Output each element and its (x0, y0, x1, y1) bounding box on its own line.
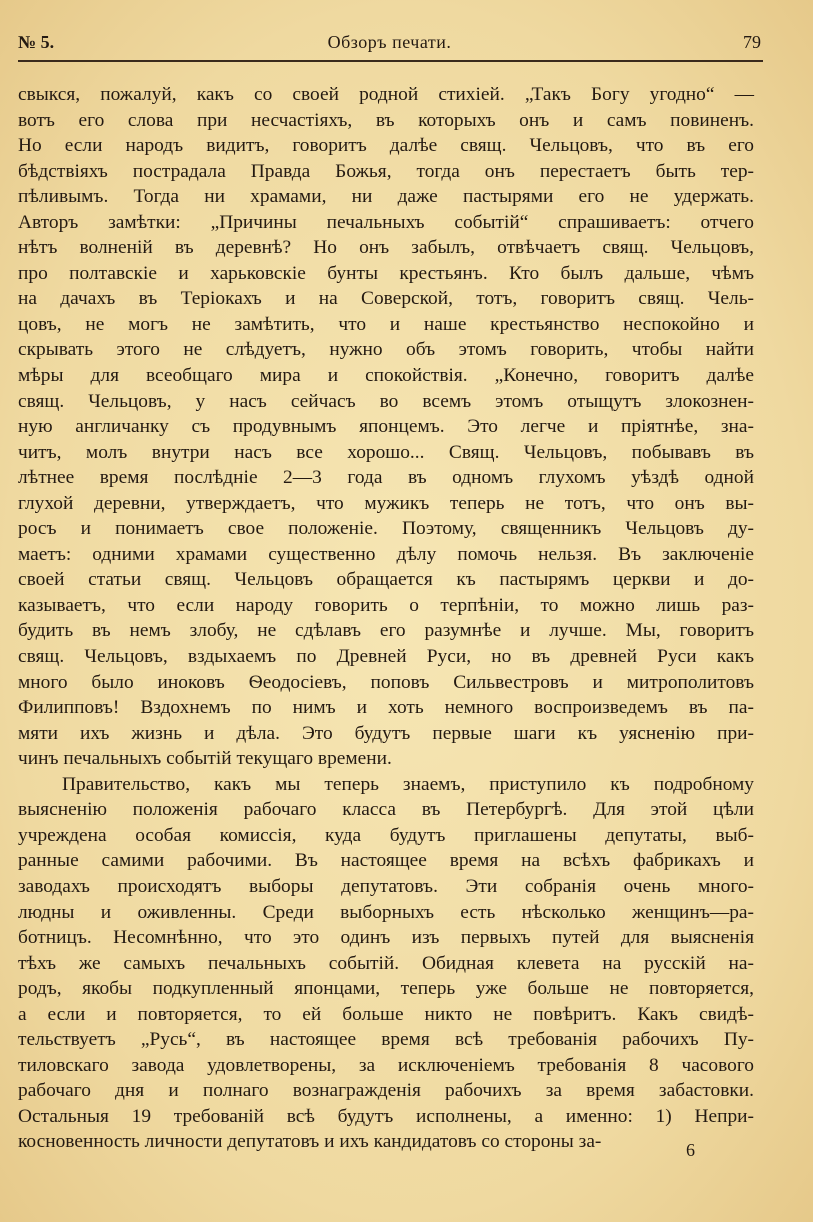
text-line: росъ и понимаетъ свое положеніе. Поэтому, священникъ Чельцовъ ду- (18, 518, 754, 540)
text-line: мѣры для всеобщаго мира и спокойствія. „Конечно, говоритъ далѣе (18, 365, 754, 387)
text-line: косновенность личности депутатовъ и ихъ кандидатовъ со стороны за- (18, 1131, 602, 1153)
text-line: пѣливымъ. Тогда ни храмами, ни даже пастырями его не удержать. (18, 186, 754, 208)
text-line: ную англичанку съ продувнымъ японцемъ. Это легче и пріятнѣе, зна- (18, 416, 754, 438)
article-body (18, 82, 754, 1155)
text-line: учреждена особая комиссія, куда будутъ приглашены депутаты, выб- (18, 824, 754, 846)
text-line: ботницъ. Несомнѣнно, что это одинъ изъ первыхъ путей для выясненія (18, 927, 754, 949)
text-line: нѣтъ волненій въ деревнѣ? Но онъ забылъ, отвѣчаетъ свящ. Чельцовъ, (18, 237, 754, 259)
signature-mark: 6 (686, 1140, 695, 1160)
text-line: скрывать этого не слѣдуетъ, нужно объ этомъ говорить, чтобы найти (18, 339, 754, 361)
header-rule (18, 60, 763, 62)
text-line: цовъ, не могъ не замѣтить, что и наше крестьянство неспокойно и (18, 313, 754, 335)
text-line: маетъ: одними храмами существенно дѣлу помочь нельзя. Въ заключеніе (18, 543, 754, 565)
text-line: рабочаго дня и полнаго вознагражденія рабочихъ за время забастовки. (18, 1080, 754, 1102)
text-line: на дачахъ въ Теріокахъ и на Соверской, тотъ, говоритъ свящ. Чель- (18, 288, 754, 310)
text-line: вотъ его слова при несчастіяхъ, въ которыхъ онъ и самъ повиненъ. (18, 109, 754, 131)
text-line: Авторъ замѣтки: „Причины печальныхъ событій“ спрашиваетъ: отчего (18, 211, 754, 233)
page-number: 79 (743, 32, 761, 52)
text-line: глухой деревни, утверждаетъ, что мужикъ теперь не тотъ, что онъ вы- (18, 492, 754, 514)
text-line: тиловскаго завода удовлетворены, за исключеніемъ требованія 8 часового (18, 1054, 754, 1076)
text-line: много было иноковъ Ѳеодосіевъ, поповъ Сильвестровъ и митрополитовъ (18, 671, 754, 693)
text-line: Филипповъ! Вздохнемъ по нимъ и хоть немного воспроизведемъ въ па- (18, 697, 754, 719)
text-line: Но если народъ видитъ, говоритъ далѣе свящ. Чельцовъ, что въ его (18, 135, 754, 157)
text-line: читъ, молъ внутри насъ все хорошо... Свящ. Чельцовъ, побывавъ въ (18, 441, 754, 463)
text-line: выясненію положенія рабочаго класса въ Петербургѣ. Для этой цѣли (18, 799, 754, 821)
text-line: свыкся, пожалуй, какъ со своей родной стихіей. „Такъ Богу угодно“ — (18, 84, 754, 105)
text-line: родъ, якобы подкупленный японцами, теперь уже больше не повторяется, (18, 978, 754, 1000)
running-header (18, 32, 761, 58)
text-line: бѣдствіяхъ пострадала Правда Божья, тогда онъ перестаетъ быть тер- (18, 160, 754, 182)
text-line: заводахъ происходятъ выборы депутатовъ. Эти собранія очень много- (18, 875, 754, 897)
text-line: свящ. Чельцовъ, вздыхаемъ по Древней Руси, но въ древней Руси какъ (18, 646, 754, 668)
text-line: свящ. Чельцовъ, у насъ сейчасъ во всемъ этомъ отыщутъ злокознен- (18, 390, 754, 412)
text-line: чинъ печальныхъ событій текущаго времени. (18, 748, 392, 770)
text-line: казываетъ, что если народу говорить о терпѣніи, то можно лишь раз- (18, 594, 754, 616)
text-line: лѣтнее время послѣдніе 2—3 года въ одномъ глухомъ уѣздѣ одной (18, 467, 754, 489)
text-line: мяти ихъ жизнь и дѣла. Это будутъ первые шаги къ уясненію при- (18, 722, 754, 744)
text-line: Правительство, какъ мы теперь знаемъ, приступило къ подробному (62, 773, 754, 795)
text-line: Остальныя 19 требованій всѣ будутъ исполнены, а именно: 1) Непри- (18, 1105, 754, 1127)
text-line: тѣхъ же самыхъ печальныхъ событій. Обидная клевета на русскій на- (18, 952, 754, 974)
text-line: людны и оживленны. Среди выборныхъ есть нѣсколько женщинъ—ра- (18, 901, 754, 923)
text-line: своей статьи свящ. Чельцовъ обращается къ пастырямъ церкви и до- (18, 569, 754, 591)
issue-number: № 5. (18, 32, 55, 52)
text-line: а если и повторяется, то ей больше никто не повѣритъ. Какъ свидѣ- (18, 1003, 754, 1025)
text-line: тельствуетъ „Русь“, въ настоящее время всѣ требованія рабочихъ Пу- (18, 1029, 754, 1051)
text-line: будить въ немъ злобу, не сдѣлавъ его разумнѣе и лучше. Мы, говоритъ (18, 620, 754, 642)
section-title: Обзоръ печати. (327, 32, 452, 52)
text-line: ранные самими рабочими. Въ настоящее время на всѣхъ фабрикахъ и (18, 850, 754, 872)
text-line: про полтавскіе и харьковскіе бунты крестьянъ. Кто былъ дальше, чѣмъ (18, 262, 754, 284)
